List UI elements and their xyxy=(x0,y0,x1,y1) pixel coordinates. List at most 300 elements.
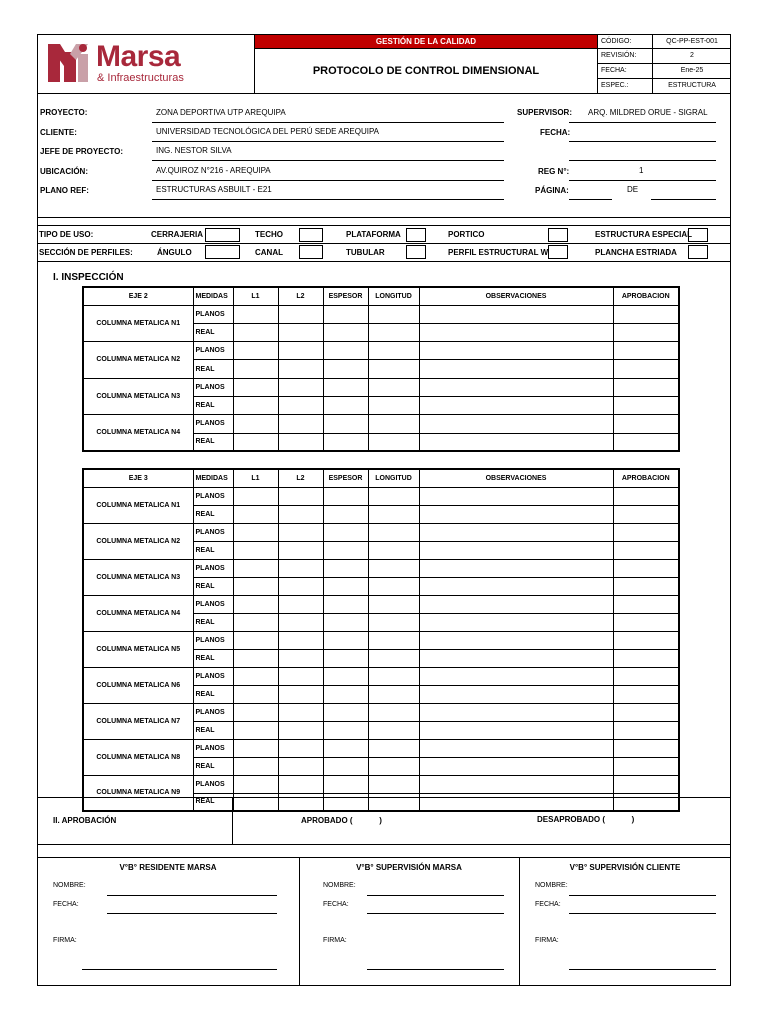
measurement-cell[interactable] xyxy=(613,305,679,323)
measurement-cell[interactable] xyxy=(419,378,613,396)
real-label: REAL xyxy=(193,396,233,414)
espec-value: ESTRUCTURA xyxy=(668,82,716,89)
firma-label: FIRMA: xyxy=(53,937,77,944)
perfil-plancha-checkbox[interactable] xyxy=(688,245,708,259)
column-header: ESPESOR xyxy=(323,469,368,487)
firma-label: FIRMA: xyxy=(323,937,347,944)
perfil-canal-label: CANAL xyxy=(255,248,283,257)
perfil-w-label: PERFIL ESTRUCTURAL W xyxy=(448,248,549,257)
measurement-cell[interactable] xyxy=(419,396,613,414)
measurement-cell[interactable] xyxy=(323,487,368,505)
measurement-cell[interactable] xyxy=(613,415,679,433)
measurement-cell[interactable] xyxy=(323,703,368,721)
reg-value: 1 xyxy=(639,166,644,175)
table-row xyxy=(83,703,679,721)
table-row xyxy=(83,487,679,505)
measurement-cell[interactable] xyxy=(419,775,613,793)
measurement-cell[interactable] xyxy=(323,378,368,396)
measurement-cell[interactable] xyxy=(278,667,323,685)
measurement-cell[interactable] xyxy=(419,595,613,613)
column-item-name: COLUMNA METALICA N7 xyxy=(83,703,193,739)
reg-label: REG N°: xyxy=(538,167,570,176)
table-row xyxy=(83,342,679,360)
measurement-cell[interactable] xyxy=(278,360,323,378)
proyecto-label: PROYECTO: xyxy=(40,108,88,117)
column-item-name: COLUMNA METALICA N4 xyxy=(83,415,193,452)
measurement-cell[interactable] xyxy=(419,323,613,341)
table-row xyxy=(83,667,679,685)
firma-field[interactable] xyxy=(569,969,716,970)
measurement-cell[interactable] xyxy=(323,739,368,757)
real-label: REAL xyxy=(193,360,233,378)
measurement-cell[interactable] xyxy=(233,703,278,721)
firma-field[interactable] xyxy=(367,969,504,970)
fecha-field[interactable] xyxy=(107,913,277,914)
measurement-cell[interactable] xyxy=(419,415,613,433)
uso-plataforma-checkbox[interactable] xyxy=(406,228,426,242)
measurement-cell[interactable] xyxy=(278,505,323,523)
fecha-label: FECHA: xyxy=(535,901,561,908)
measurement-cell[interactable] xyxy=(233,739,278,757)
inspection-table-eje-2 xyxy=(82,286,680,452)
measurement-cell[interactable] xyxy=(613,613,679,631)
measurement-cell[interactable] xyxy=(278,342,323,360)
measurement-cell[interactable] xyxy=(278,541,323,559)
measurement-cell[interactable] xyxy=(419,721,613,739)
measurement-cell[interactable] xyxy=(613,577,679,595)
table-row xyxy=(83,775,679,793)
measurement-cell[interactable] xyxy=(613,775,679,793)
measurement-cell[interactable] xyxy=(613,595,679,613)
measurement-cell[interactable] xyxy=(233,323,278,341)
measurement-cell[interactable] xyxy=(368,613,419,631)
measurement-cell[interactable] xyxy=(323,323,368,341)
measurement-cell[interactable] xyxy=(419,613,613,631)
measurement-cell[interactable] xyxy=(233,523,278,541)
column-header: LONGITUD xyxy=(368,287,419,305)
measurement-cell[interactable] xyxy=(368,360,419,378)
aprobacion-title: II. APROBACIÓN xyxy=(53,816,117,825)
column-header: L2 xyxy=(278,287,323,305)
measurement-cell[interactable] xyxy=(368,342,419,360)
planos-label: PLANOS xyxy=(193,342,233,360)
perfil-w-checkbox[interactable] xyxy=(548,245,568,259)
uso-techo-checkbox[interactable] xyxy=(299,228,323,242)
nombre-field[interactable] xyxy=(569,895,716,896)
real-label: REAL xyxy=(193,323,233,341)
measurement-cell[interactable] xyxy=(368,523,419,541)
table-row xyxy=(83,523,679,541)
perfil-tubular-checkbox[interactable] xyxy=(406,245,426,259)
planos-label: PLANOS xyxy=(193,487,233,505)
measurement-cell[interactable] xyxy=(278,523,323,541)
column-header: APROBACION xyxy=(613,287,679,305)
column-item-name: COLUMNA METALICA N3 xyxy=(83,378,193,415)
measurement-cell[interactable] xyxy=(233,613,278,631)
table-row xyxy=(83,739,679,757)
planos-label: PLANOS xyxy=(193,523,233,541)
measurement-cell[interactable] xyxy=(278,433,323,451)
measurement-cell[interactable] xyxy=(323,793,368,811)
measurement-cell[interactable] xyxy=(323,613,368,631)
measurement-cell[interactable] xyxy=(419,667,613,685)
planos-label: PLANOS xyxy=(193,703,233,721)
uso-portico-checkbox[interactable] xyxy=(548,228,568,242)
planos-label: PLANOS xyxy=(193,631,233,649)
fecha-value: Ene-25 xyxy=(680,67,704,74)
measurement-cell[interactable] xyxy=(233,541,278,559)
measurement-cell[interactable] xyxy=(278,323,323,341)
revision-label: REVISIÓN: xyxy=(601,52,637,59)
nombre-label: NOMBRE: xyxy=(323,882,356,889)
perfiles-label: SECCIÓN DE PERFILES: xyxy=(39,248,133,257)
measurement-cell[interactable] xyxy=(613,541,679,559)
proyecto-value: ZONA DEPORTIVA UTP AREQUIPA xyxy=(156,108,286,117)
planos-label: PLANOS xyxy=(193,415,233,433)
measurement-cell[interactable] xyxy=(613,523,679,541)
measurement-cell[interactable] xyxy=(419,305,613,323)
table-header-row xyxy=(83,469,679,487)
desaprobado-option[interactable]: DESAPROBADO ( ) xyxy=(537,815,635,824)
measurement-cell[interactable] xyxy=(278,396,323,414)
measurement-cell[interactable] xyxy=(613,433,679,451)
codigo-value: QC-PP-EST-001 xyxy=(666,37,718,45)
supervisor-value: ARQ. MILDRED ORUE - SIGRAL xyxy=(588,108,708,117)
logo-mark-icon xyxy=(46,40,92,86)
table-row xyxy=(83,378,679,396)
measurement-cell[interactable] xyxy=(419,757,613,775)
measurement-cell[interactable] xyxy=(613,342,679,360)
cliente-value: UNIVERSIDAD TECNOLÓGICA DEL PERÚ SEDE AREQUIPA xyxy=(156,127,380,136)
measurement-cell[interactable] xyxy=(233,577,278,595)
measurement-cell[interactable] xyxy=(368,595,419,613)
measurement-cell[interactable] xyxy=(233,305,278,323)
measurement-cell[interactable] xyxy=(613,323,679,341)
measurement-cell[interactable] xyxy=(419,577,613,595)
pagina-total-field[interactable] xyxy=(651,199,716,200)
planos-label: PLANOS xyxy=(193,378,233,396)
measurement-cell[interactable] xyxy=(233,487,278,505)
real-label: REAL xyxy=(193,577,233,595)
column-item-name: COLUMNA METALICA N3 xyxy=(83,559,193,595)
column-item-name: COLUMNA METALICA N2 xyxy=(83,342,193,379)
uso-portico-label: PORTICO xyxy=(448,230,485,239)
measurement-cell[interactable] xyxy=(233,559,278,577)
measurement-cell[interactable] xyxy=(278,415,323,433)
pagina-field[interactable] xyxy=(569,199,612,200)
firma-field[interactable] xyxy=(82,969,277,970)
measurement-cell[interactable] xyxy=(278,378,323,396)
planos-label: PLANOS xyxy=(193,559,233,577)
measurement-cell[interactable] xyxy=(323,415,368,433)
measurement-cell[interactable] xyxy=(323,631,368,649)
perfil-plancha-label: PLANCHA ESTRIADA xyxy=(595,248,677,257)
nombre-label: NOMBRE: xyxy=(535,882,568,889)
column-header: OBSERVACIONES xyxy=(419,287,613,305)
measurement-cell[interactable] xyxy=(233,595,278,613)
uso-especial-checkbox[interactable] xyxy=(688,228,708,242)
firma-label: FIRMA: xyxy=(535,937,559,944)
measurement-cell[interactable] xyxy=(278,559,323,577)
measurement-cell[interactable] xyxy=(613,667,679,685)
inspeccion-title: I. INSPECCIÓN xyxy=(53,272,124,283)
measurement-cell[interactable] xyxy=(613,721,679,739)
measurement-cell[interactable] xyxy=(233,360,278,378)
measurement-cell[interactable] xyxy=(613,396,679,414)
measurement-cell[interactable] xyxy=(233,667,278,685)
measurement-cell[interactable] xyxy=(233,757,278,775)
measurement-cell[interactable] xyxy=(278,739,323,757)
measurement-cell[interactable] xyxy=(613,360,679,378)
measurement-cell[interactable] xyxy=(278,631,323,649)
column-header: LONGITUD xyxy=(368,469,419,487)
measurement-cell[interactable] xyxy=(368,415,419,433)
measurement-cell[interactable] xyxy=(368,685,419,703)
codigo-label: CÓDIGO: xyxy=(601,37,632,45)
measurement-cell[interactable] xyxy=(323,360,368,378)
measurement-cell[interactable] xyxy=(323,649,368,667)
perfil-canal-checkbox[interactable] xyxy=(299,245,323,259)
measurement-cell[interactable] xyxy=(233,793,278,811)
supervisor-label: SUPERVISOR: xyxy=(517,108,572,117)
uso-especial-label: ESTRUCTURA ESPECIAL xyxy=(595,230,693,239)
measurement-cell[interactable] xyxy=(323,342,368,360)
measurement-cell[interactable] xyxy=(368,433,419,451)
column-header: APROBACION xyxy=(613,469,679,487)
measurement-cell[interactable] xyxy=(278,649,323,667)
real-label: REAL xyxy=(193,793,233,811)
measurement-cell[interactable] xyxy=(323,685,368,703)
measurement-cell[interactable] xyxy=(233,342,278,360)
fecha-label: FECHA: xyxy=(53,901,79,908)
measurement-cell[interactable] xyxy=(323,667,368,685)
fecha-label: FECHA: xyxy=(323,901,349,908)
measurement-cell[interactable] xyxy=(323,433,368,451)
firma-title: V°B° RESIDENTE MARSA xyxy=(119,863,217,872)
measurement-cell[interactable] xyxy=(368,487,419,505)
measurement-cell[interactable] xyxy=(278,775,323,793)
table-header-row xyxy=(83,287,679,305)
measurement-cell[interactable] xyxy=(613,685,679,703)
measurement-cell[interactable] xyxy=(233,396,278,414)
measurement-cell[interactable] xyxy=(419,342,613,360)
measurement-cell[interactable] xyxy=(233,721,278,739)
measurement-cell[interactable] xyxy=(368,323,419,341)
measurement-cell[interactable] xyxy=(323,757,368,775)
measurement-cell[interactable] xyxy=(278,487,323,505)
firma-title: V°B° SUPERVISIÓN CLIENTE xyxy=(569,863,681,872)
measurement-cell[interactable] xyxy=(323,559,368,577)
measurement-cell[interactable] xyxy=(419,559,613,577)
measurement-cell[interactable] xyxy=(323,775,368,793)
table-row xyxy=(83,415,679,433)
measurement-cell[interactable] xyxy=(419,541,613,559)
fecha-field[interactable] xyxy=(569,913,716,914)
column-item-name: COLUMNA METALICA N9 xyxy=(83,775,193,811)
column-header: ESPESOR xyxy=(323,287,368,305)
measurement-cell[interactable] xyxy=(368,378,419,396)
measurement-cell[interactable] xyxy=(323,541,368,559)
measurement-cell[interactable] xyxy=(368,793,419,811)
measurement-cell[interactable] xyxy=(613,631,679,649)
measurement-cell[interactable] xyxy=(278,595,323,613)
measurement-cell[interactable] xyxy=(233,631,278,649)
fecha-project-field[interactable] xyxy=(569,141,716,142)
eje-header: EJE 3 xyxy=(83,469,193,487)
column-header: L1 xyxy=(233,469,278,487)
table-row xyxy=(83,631,679,649)
planos-label: PLANOS xyxy=(193,667,233,685)
measurement-cell[interactable] xyxy=(368,559,419,577)
measurement-cell[interactable] xyxy=(323,396,368,414)
measurement-cell[interactable] xyxy=(323,505,368,523)
perfil-angulo-checkbox[interactable] xyxy=(205,245,240,259)
nombre-field[interactable] xyxy=(367,895,504,896)
fecha-label: FECHA: xyxy=(601,67,627,74)
measurement-cell[interactable] xyxy=(368,505,419,523)
column-item-name: COLUMNA METALICA N6 xyxy=(83,667,193,703)
planos-label: PLANOS xyxy=(193,775,233,793)
measurement-cell[interactable] xyxy=(233,433,278,451)
measurement-cell[interactable] xyxy=(368,667,419,685)
logo-name: Marsa xyxy=(96,40,181,73)
table-row xyxy=(83,559,679,577)
jefe-label: JEFE DE PROYECTO: xyxy=(40,147,123,156)
column-header: OBSERVACIONES xyxy=(419,469,613,487)
logo-subtitle: & Infraestructuras xyxy=(97,72,184,84)
real-label: REAL xyxy=(193,433,233,451)
measurement-cell[interactable] xyxy=(613,378,679,396)
column-item-name: COLUMNA METALICA N4 xyxy=(83,595,193,631)
measurement-cell[interactable] xyxy=(419,793,613,811)
measurement-cell[interactable] xyxy=(278,721,323,739)
measurement-cell[interactable] xyxy=(368,396,419,414)
measurement-cell[interactable] xyxy=(419,703,613,721)
eje-header: EJE 2 xyxy=(83,287,193,305)
measurement-cell[interactable] xyxy=(368,721,419,739)
measurement-cell[interactable] xyxy=(323,577,368,595)
column-header: MEDIDAS xyxy=(193,469,233,487)
measurement-cell[interactable] xyxy=(419,487,613,505)
measurement-cell[interactable] xyxy=(368,703,419,721)
measurement-cell[interactable] xyxy=(368,541,419,559)
uso-cerrajeria-checkbox[interactable] xyxy=(205,228,240,242)
pagina-label: PÁGINA: xyxy=(535,186,569,195)
measurement-cell[interactable] xyxy=(368,775,419,793)
ubicacion-label: UBICACIÓN: xyxy=(40,167,88,176)
jefe-value: ING. NESTOR SILVA xyxy=(156,146,232,155)
column-header: MEDIDAS xyxy=(193,287,233,305)
measurement-cell[interactable] xyxy=(233,505,278,523)
measurement-cell[interactable] xyxy=(233,415,278,433)
real-label: REAL xyxy=(193,649,233,667)
measurement-cell[interactable] xyxy=(323,523,368,541)
aprobado-option[interactable]: APROBADO ( ) xyxy=(301,816,382,825)
nombre-field[interactable] xyxy=(107,895,277,896)
measurement-cell[interactable] xyxy=(613,505,679,523)
real-label: REAL xyxy=(193,613,233,631)
fecha-field[interactable] xyxy=(367,913,504,914)
logo xyxy=(44,38,249,88)
measurement-cell[interactable] xyxy=(419,360,613,378)
measurement-cell[interactable] xyxy=(613,559,679,577)
measurement-cell[interactable] xyxy=(368,631,419,649)
column-item-name: COLUMNA METALICA N8 xyxy=(83,739,193,775)
column-header: L2 xyxy=(278,469,323,487)
quality-banner: GESTIÓN DE LA CALIDAD xyxy=(255,35,597,48)
measurement-cell[interactable] xyxy=(613,793,679,811)
measurement-cell[interactable] xyxy=(278,305,323,323)
measurement-cell[interactable] xyxy=(233,775,278,793)
inspection-table-eje-3 xyxy=(82,468,680,812)
measurement-cell[interactable] xyxy=(278,703,323,721)
column-item-name: COLUMNA METALICA N5 xyxy=(83,631,193,667)
column-item-name: COLUMNA METALICA N1 xyxy=(83,305,193,342)
measurement-cell[interactable] xyxy=(323,305,368,323)
perfil-angulo-label: ÁNGULO xyxy=(157,248,192,257)
plano-label: PLANO REF: xyxy=(40,186,89,195)
measurement-cell[interactable] xyxy=(368,305,419,323)
firma-title: V°B° SUPERVISIÓN MARSA xyxy=(356,863,462,872)
measurement-cell[interactable] xyxy=(278,577,323,595)
real-label: REAL xyxy=(193,757,233,775)
nombre-label: NOMBRE: xyxy=(53,882,86,889)
document-title: PROTOCOLO DE CONTROL DIMENSIONAL xyxy=(312,65,540,77)
real-label: REAL xyxy=(193,721,233,739)
measurement-cell[interactable] xyxy=(323,721,368,739)
uso-plataforma-label: PLATAFORMA xyxy=(346,230,401,239)
real-label: REAL xyxy=(193,685,233,703)
measurement-cell[interactable] xyxy=(368,739,419,757)
measurement-cell[interactable] xyxy=(613,757,679,775)
measurement-cell[interactable] xyxy=(613,703,679,721)
measurement-cell[interactable] xyxy=(233,685,278,703)
column-item-name: COLUMNA METALICA N1 xyxy=(83,487,193,523)
measurement-cell[interactable] xyxy=(613,739,679,757)
pagina-de: DE xyxy=(627,185,639,194)
measurement-cell[interactable] xyxy=(278,685,323,703)
measurement-cell[interactable] xyxy=(278,793,323,811)
measurement-cell[interactable] xyxy=(368,577,419,595)
table-row xyxy=(83,305,679,323)
measurement-cell[interactable] xyxy=(419,523,613,541)
measurement-cell[interactable] xyxy=(419,505,613,523)
measurement-cell[interactable] xyxy=(613,487,679,505)
measurement-cell[interactable] xyxy=(419,433,613,451)
uso-cerrajeria-label: CERRAJERIA xyxy=(151,230,204,239)
measurement-cell[interactable] xyxy=(233,649,278,667)
planos-label: PLANOS xyxy=(193,305,233,323)
planos-label: PLANOS xyxy=(193,595,233,613)
measurement-cell[interactable] xyxy=(419,649,613,667)
measurement-cell[interactable] xyxy=(419,739,613,757)
measurement-cell[interactable] xyxy=(323,595,368,613)
column-item-name: COLUMNA METALICA N2 xyxy=(83,523,193,559)
measurement-cell[interactable] xyxy=(368,649,419,667)
table-row xyxy=(83,595,679,613)
tipo-uso-label: TIPO DE USO: xyxy=(39,230,94,239)
ubicacion-value: AV.QUIROZ N°216 - AREQUIPA xyxy=(156,166,271,175)
planos-label: PLANOS xyxy=(193,739,233,757)
measurement-cell[interactable] xyxy=(419,685,613,703)
measurement-cell[interactable] xyxy=(419,631,613,649)
measurement-cell[interactable] xyxy=(278,613,323,631)
measurement-cell[interactable] xyxy=(278,757,323,775)
measurement-cell[interactable] xyxy=(613,649,679,667)
plano-value: ESTRUCTURAS ASBUILT - E21 xyxy=(156,185,272,194)
measurement-cell[interactable] xyxy=(368,757,419,775)
measurement-cell[interactable] xyxy=(233,378,278,396)
